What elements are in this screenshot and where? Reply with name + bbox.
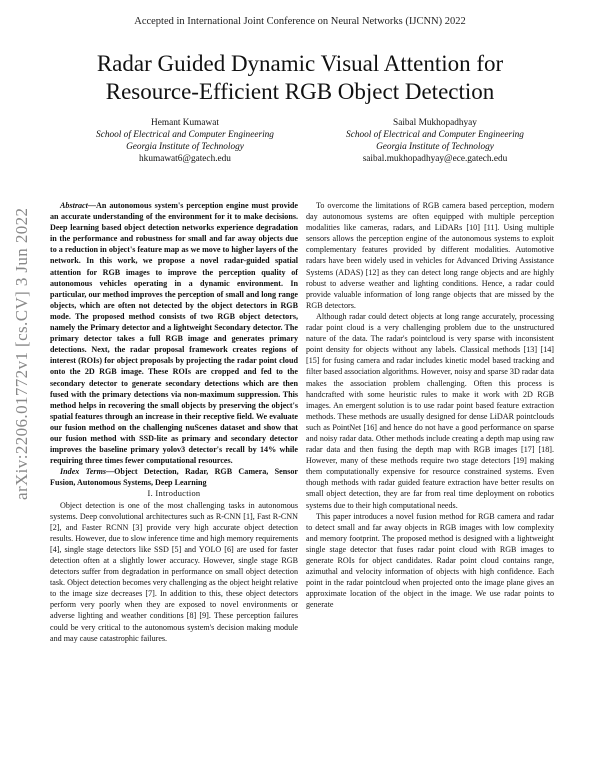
conference-note: Accepted in International Joint Conference on Neural Networks (IJCNN) 2022 (134, 16, 466, 27)
left-column (50, 200, 298, 644)
title-line-1: Radar Guided Dynamic Visual Attention for (96, 51, 504, 76)
index-terms (50, 466, 298, 488)
paragraph: Although radar could detect objects at long range accurately, processing radar point cloud is a very challenging problem due to the unstructured nature of the data. The radar's pointcloud is very sparse with inconsistent point density for objects without any labels. Classical methods [13] [14] [15] for fusing camera and radar includes kinetic model based tracking and filter based association algorithms. However, noisy and sparse 3D radar data makes the association problem challenging. Often this process is handcrafted with some heuristic rules to make it work with 2D RGB images. An emergent solution is to use radar point based feature extraction methods. These methods are usually designed for dense LiDAR pointclouds such as PointNet [16] and hence do not have a good performance on sparse and noisy radar data. Other methods include creating a depth map using raw radar data and then fusing the depth map with RGB images [17] [18]. However, many of these methods require two stage detectors [19] making them computationally expensive for resource constrained systems. Even though methods with radar guided feature extraction have better results on small object detection, they are far from real time deployment on robotics systems due to their high computational needs. (306, 311, 554, 510)
paragraph: To overcome the limitations of RGB camera based perception, modern day autonomous systems are often equipped with multiple perception modalities like cameras, radars, and LiDARs [10] [11]. Using multiple sensors allows the perception engine of the autonomous systems to exploit complementary features provided by different modalities. Automotive radars have been widely used in vehicles for Advanced Driving Assistance Systems (ADAS) [12] as they can detect long range objects and are highly robust to adverse weather and lighting conditions. Hence, a radar could provide valuable information of long range objects that are missed by the RGB detectors. (306, 201, 554, 310)
author-affiliation: School of Electrical and Computer Engineering (96, 130, 274, 140)
author-email: saibal.mukhopadhyay@ece.gatech.edu (362, 154, 508, 164)
index-terms-lead: Index Terms (60, 467, 107, 477)
author-name: Saibal Mukhopadhyay (393, 118, 477, 128)
abstract (50, 200, 298, 466)
abstract-text: —An autonomous system's perception engine must provide an accurate understanding of the environment for it to make decisions. Deep learning based object detection networks experience degradation in the performance and robustness for small and far away objects due to a reduction in object's feature map as we move to higher layers of the network. In this work, we propose a novel radar-guided spatial attention for RGB images to improve the perception quality of autonomous vehicles operating in a dynamic environment. In particular, our method improves the perception of small and long range objects, which are often not detected by the object detectors in RGB mode. The proposed method consists of two RGB object detectors, namely the Primary detector and a lightweight Secondary detector. The primary detector takes a full RGB image and generates primary detections. Next, the radar proposal framework creates regions of interest (ROIs) for object proposals by projecting the radar point cloud onto the 2D RGB image. These ROIs are cropped and fed to the secondary detector to generate secondary detections which are then fused with the primary detections via non-maximum suppression. This method helps in recovering the small objects by preserving the object's spatial features through an increase in their receptive field. We evaluate our fusion method on the challenging nuScenes dataset and show that our fusion method with SSD-lite as primary and secondary detector improves the baseline primary yolov3 detector's recall by 14% while requiring three times fewer computational resources. (50, 201, 298, 466)
abstract-lead: Abstract (60, 201, 88, 210)
title-line-2: Resource-Efficient RGB Object Detection (105, 79, 495, 104)
paragraph: Object detection is one of the most challenging tasks in autonomous systems. Deep convolutional architectures such as R-CNN [1], Fast R-CNN [2], and Faster RCNN [3] provide very high accurate object detection results. However, due to slow inference time and high memory requirements [4], single stage detectors like SSD [5] and YOLO [6] are used for faster detection often at a slightly lower accuracy. However, single stage RGB detectors suffer from degradation in performance on small object detection task. Object detection becomes very challenging as the object height relative to the image size decreases [7]. In addition to this, these object detectors perform very poorly when they are exposed to novel environments or adverse lighting and weather conditions [8] [9]. These perception failures could be very critical to the autonomous system's decision making module and may cause catastrophic failures. (50, 500, 298, 643)
index-terms-text: —Object Detection, Radar, RGB Camera, Sensor Fusion, Autonomous Systems, Deep Learning (50, 467, 299, 488)
arxiv-identifier: arXiv:2206.01772v1 [cs.CV] 3 Jun 2022 (12, 207, 31, 500)
paragraph: This paper introduces a novel fusion method for RGB camera and radar to detect small and far away objects in RGB images with low complexity and memory footprint. The proposed method is designed with a lightweight single stage detector that fuses radar point cloud with RGB images to generate ROIs for object candidates. Radar point cloud contains range, azimuthal and velocity information of objects with high confidence. Each point in the radar pointcloud when projected onto the image plane gives an approximate location of the object in the image. We use radar points to generate (306, 511, 554, 610)
author-block (60, 117, 560, 165)
paper-title (30, 50, 570, 106)
author-institution: Georgia Institute of Technology (376, 142, 494, 152)
author-1 (60, 117, 310, 165)
author-affiliation: School of Electrical and Computer Engineering (346, 130, 524, 140)
author-email: hkumawat6@gatech.edu (139, 154, 231, 164)
author-institution: Georgia Institute of Technology (126, 142, 244, 152)
section-heading: I. Introduction (147, 489, 201, 499)
author-name: Hemant Kumawat (151, 118, 219, 128)
author-2 (310, 117, 560, 165)
right-column (306, 200, 554, 610)
